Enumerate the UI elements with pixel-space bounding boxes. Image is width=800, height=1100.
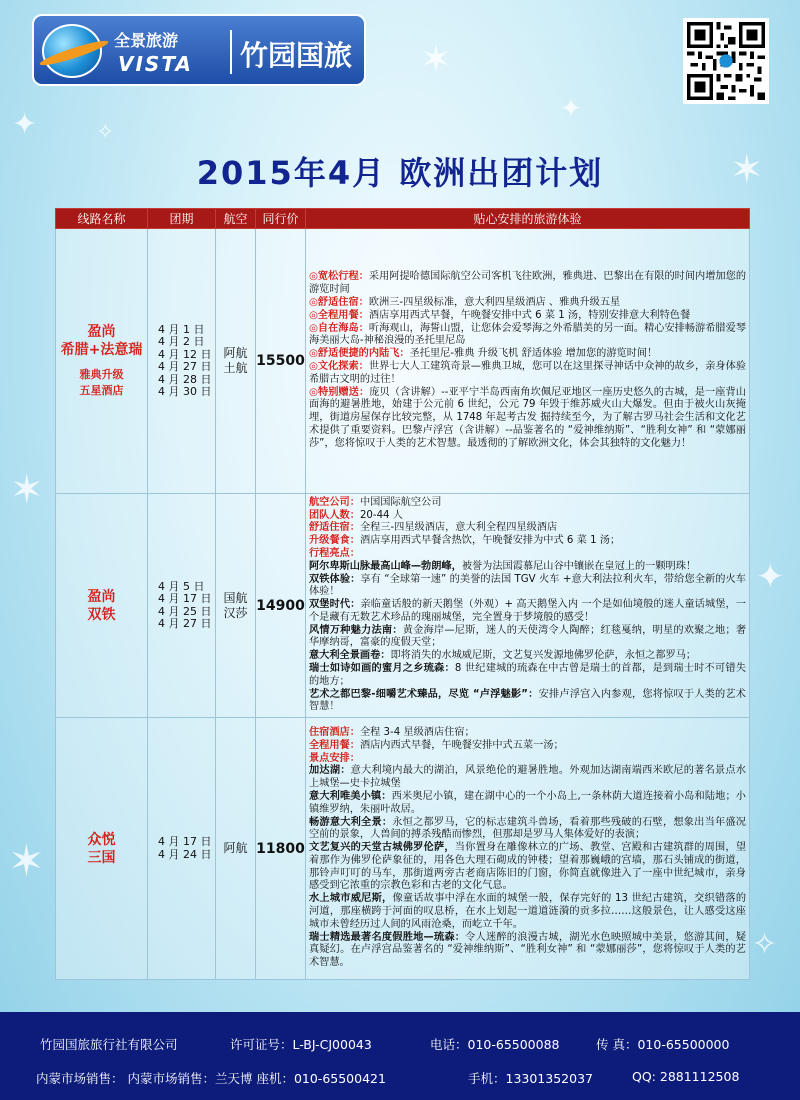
experience-text: 永恒之都罗马，它的标志建筑斗兽场，看着那些残破的石壁，想象出当年盛况空前的景象，人兽间的搏杀残酷而惨烈，但那却是罗马人集体爱好的表演； <box>309 816 746 841</box>
snowflake-icon: ✦ <box>12 107 38 142</box>
experience-text: 亲临童话般的新天鹅堡（外观）+ 高天鹅堡入内 一个是如仙境般的迷人童话城堡，一个是藏有无数艺术珍品的瑰丽城堡，完全置身于梦境般的感受！ <box>309 599 746 623</box>
experience-cell <box>306 229 750 494</box>
airline-cell <box>216 229 256 494</box>
experience-text: 酒店内西式早餐，午晚餐安排中式五菜一汤； <box>359 739 564 751</box>
snowflake-icon: ✦ <box>756 557 785 597</box>
tour-date: 4 月 5 日 <box>158 579 205 593</box>
table-row <box>56 229 750 494</box>
tour-date: 4 月 2 日 <box>158 335 205 348</box>
experience-item <box>309 323 746 349</box>
experience-item <box>309 932 746 970</box>
airline: 阿航 <box>223 841 248 855</box>
snowflake-icon: ✶ <box>8 836 45 887</box>
highlight-title: 水上城市威尼斯， <box>309 893 393 905</box>
route-name: 盈尚 <box>87 324 116 340</box>
footer-row <box>0 1069 800 1089</box>
dates-cell <box>148 229 216 494</box>
route-name: 众悦 <box>87 831 116 848</box>
route-note-line: 雅典升级 <box>79 368 124 381</box>
experience-item <box>309 548 746 561</box>
header-airline: 航空 <box>216 209 256 229</box>
experience-cell <box>306 718 750 980</box>
experience-text: 世界七大人工建筑奇景—雅典卫城，您可以在这里探寻神话中众神的故乡，亲身体验希腊古文明的过往！ <box>309 361 747 385</box>
experience-item <box>309 625 746 651</box>
tour-date: 4 月 28 日 <box>158 372 212 386</box>
route-name: 希腊+法意瑞 <box>60 342 143 358</box>
snowflake-icon: ✶ <box>730 147 764 193</box>
experience-text: 庞贝（含讲解）--亚平宁半岛西南角坎佩尼亚地区一座历史悠久的古城，是一座背山面海的避暑胜地，始建于公元前 6 世纪，公元 79 年毁于维苏威火山大爆发。但由于被火山灰掩埋，街道房屋保存比较完整，从 1748 年起考古发 掘持续至今，为了解古罗马社会生活和文化艺术提供了重要资料。巴黎卢浮宫（含讲解）--品鉴著名的 “爱神维纳斯”、“胜利女神” 和 “蒙娜丽莎”，您将惊叹于人类的艺术智慧。最透彻的了解欧洲文化，体会其独特的文化魅力！ <box>309 386 746 449</box>
experience-label: 住宿酒店： <box>309 726 360 738</box>
tour-date: 4 月 27 日 <box>158 360 212 373</box>
highlight-title: 双铁体验： <box>309 573 361 585</box>
experience-text: 享有 “全球第一速” 的美誉的法国 TGV 火车 +意大利法拉利火车，带给您全新的火车体验！ <box>309 573 746 598</box>
experience-item <box>309 310 746 323</box>
tour-date: 4 月 27 日 <box>158 617 212 630</box>
contact-footer <box>0 1012 800 1100</box>
experience-item <box>309 574 746 600</box>
brand-divider <box>230 30 232 74</box>
experience-label: ◎舒适便捷的内陆飞： <box>309 348 410 360</box>
snowflake-icon: ✶ <box>10 467 44 513</box>
price-cell: 15500 <box>256 229 306 494</box>
route-cell <box>56 229 148 494</box>
route-cell <box>56 718 148 980</box>
experience-label: 升级餐食： <box>309 535 360 547</box>
experience-label: ◎特别赠送： <box>309 386 370 398</box>
brand-name: 竹园国旅 <box>240 39 353 72</box>
experience-item <box>309 387 746 451</box>
experience-text: 西米奥尼小镇，建在湖中心的一个小岛上,一条林荫大道连接着小岛和陆地；小镇维罗纳，朱丽叶故居。 <box>309 790 746 815</box>
experience-item <box>309 510 746 523</box>
experience-label: ◎全程用餐： <box>309 309 369 321</box>
airline-cell <box>216 494 256 718</box>
footer-row <box>0 1035 800 1055</box>
highlight-title: 双堡时代： <box>309 599 361 611</box>
header-dates: 团期 <box>148 209 216 229</box>
experience-label: 景点安排： <box>309 752 360 764</box>
experience-label: ◎宽松行程： <box>309 271 369 283</box>
experience-text: 像童话故事中浮在水面的城堡一般，保存完好的 13 世纪古建筑，交织错落的河道，那座横跨于河面的叹息桥，在水上划起一道道涟漪的贡多拉……这般景色，让人感受这座城市未曾经历过人间的风雨沧桑，而屹立千年。 <box>309 893 747 930</box>
experience-item <box>309 740 746 753</box>
qr-code-icon <box>683 18 769 104</box>
dates-cell <box>148 494 216 718</box>
experience-text: 圣托里尼-雅典 升级飞机 舒适体验 增加您的游览时间！ <box>409 348 658 360</box>
highlight-title: 意大利唯美小镇： <box>309 790 392 802</box>
brand-chinese: 全景旅游 <box>114 31 179 50</box>
experience-item <box>309 522 746 535</box>
route-name: 盈尚 <box>87 588 116 605</box>
experience-item <box>309 650 746 663</box>
experience-text: 安排卢浮宫入内参观，您将惊叹于人类的艺术智慧！ <box>309 688 746 713</box>
experience-item <box>309 663 746 689</box>
globe-icon <box>42 24 102 78</box>
sales-contact: 内蒙市场销售： 内蒙市场销售：兰天博 座机：010-65500421 <box>36 1071 386 1086</box>
experience-label: 全程用餐： <box>309 739 360 751</box>
highlight-title: 加达湖： <box>309 765 351 777</box>
experience-item <box>309 535 746 548</box>
company-logo <box>32 14 366 86</box>
experience-cell <box>306 494 750 718</box>
airline-cell <box>216 718 256 980</box>
experience-label: ◎文化探索： <box>309 361 369 372</box>
qq-number: QQ: 2881112508 <box>632 1069 740 1084</box>
experience-label: ◎舒适住宿： <box>309 297 369 309</box>
header-experience: 贴心安排的旅游体验 <box>306 209 750 229</box>
table-row <box>56 494 750 718</box>
mobile-number: 手机：13301352037 <box>468 1071 593 1086</box>
experience-item <box>309 561 746 574</box>
experience-item <box>309 727 746 740</box>
tour-date: 4 月 30 日 <box>158 385 212 398</box>
experience-text: 采用阿提哈德国际航空公司客机飞往欧洲，雅典进、巴黎出在有限的时间内增加您的游览时间 <box>309 271 747 296</box>
table-header-row <box>56 209 750 229</box>
experience-text: 听海观山，海誓山盟，让您体会爱琴海之外希腊美的另一面。精心安排畅游希腊爱琴海美丽大岛-神秘浪漫的圣托里尼岛 <box>309 322 747 347</box>
experience-item <box>309 361 746 387</box>
experience-item <box>309 893 746 931</box>
experience-item <box>309 817 746 843</box>
snowflake-icon: ✧ <box>96 120 115 145</box>
tour-date: 4 月 25 日 <box>158 604 212 618</box>
experience-item <box>309 271 746 297</box>
route-cell <box>56 494 148 718</box>
experience-text: 被誉为法国霞慕尼山谷中镶嵌在皇冠上的一颗明珠！ <box>461 560 697 572</box>
experience-text: 令人迷醉的浪漫古城，湖光水色映照城中美景，悠游其间，疑真疑幻。在卢浮宫品鉴著名的 “爱神维纳斯”、“胜利女神” 和 “蒙娜丽莎”，您将惊叹于人类的艺术智慧。 <box>309 931 747 969</box>
experience-text: 当你置身在雕像林立的广场、教堂、宫殿和古建筑群的周围，望着那作为佛罗伦萨象征的，用各色大理石砌成的钟楼；望着那巍峨的宫墙，那石头铺成的街道，那铃声叮叮的马车，那街道两旁古老商店陈旧的门窗，你简直就像进入了一座中世纪城市，亲身感受到它浓重的宗教色彩和古老的文化气息。 <box>309 842 747 892</box>
experience-label: 行程亮点： <box>309 547 360 559</box>
route-name: 三国 <box>87 849 116 866</box>
airline: 汉莎 <box>223 605 248 620</box>
experience-label: 团队人数： <box>309 509 360 521</box>
experience-item <box>309 753 746 766</box>
company-name: 竹园国旅旅行社有限公司 <box>40 1037 178 1052</box>
header-price: 同行价 <box>256 209 306 229</box>
experience-text: 酒店享用西式早餐，午晚餐安排中式 6 菜 1 汤，特别安排意大利特色餐 <box>368 309 691 321</box>
experience-item <box>309 497 746 510</box>
experience-item <box>309 348 746 361</box>
highlight-title: 风情万种魅力法南： <box>309 624 403 636</box>
license-number: 许可证号：L-BJ-CJ00043 <box>230 1037 372 1052</box>
brand-english: VISTA <box>118 52 193 76</box>
snowflake-icon: ✧ <box>752 927 778 962</box>
airline: 阿航 <box>223 346 248 360</box>
highlight-title: 瑞士如诗如画的蜜月之乡琉森： <box>309 663 455 675</box>
airline: 土航 <box>223 361 248 375</box>
page-title: 2015年4月 欧洲出团计划 <box>196 154 604 192</box>
route-note <box>56 367 147 399</box>
experience-item <box>309 599 746 625</box>
experience-item <box>309 297 746 310</box>
experience-text: 即将消失的水城威尼斯，文艺复兴发源地佛罗伦萨，永恒之都罗马； <box>390 650 697 662</box>
experience-text: 酒店享用西式早餐含热饮，午晚餐安排为中式 6 菜 1 汤； <box>359 535 621 547</box>
snowflake-icon: ✦ <box>560 94 582 124</box>
phone-number: 电话：010-65500088 <box>430 1037 560 1052</box>
experience-text: 黄金海岸—尼斯，迷人的天使湾令人陶醉；红毯戛纳，明星的欢聚之地；奢华摩纳哥，富豪的度假天堂； <box>309 624 747 649</box>
price-cell: 11800 <box>256 718 306 980</box>
experience-text: 欧洲三-四星级标准，意大利四星级酒店 、雅典升级五星 <box>368 297 621 309</box>
experience-label: ◎自在海岛： <box>309 322 369 334</box>
highlight-title: 畅游意大利全景： <box>309 816 393 828</box>
experience-label: 航空公司： <box>309 496 360 508</box>
experience-item <box>309 689 746 715</box>
route-note-line: 五星酒店 <box>79 384 124 397</box>
dates-cell <box>148 718 216 980</box>
experience-text: 中国国际航空公司 <box>359 496 442 508</box>
highlight-title: 瑞士精选最著名度假胜地—琉森： <box>309 931 466 943</box>
tour-date: 4 月 17 日 <box>158 592 212 605</box>
experience-text: 20-44 人 <box>359 509 403 521</box>
snowflake-icon: ✶ <box>420 37 452 81</box>
experience-text: 意大利境内最大的湖泊，风景绝伦的避暑胜地。外观加达湖南端西米欧尼的著名景点水上城堡—史卡拉城堡 <box>309 765 746 790</box>
experience-item <box>309 842 746 893</box>
airline: 国航 <box>223 590 248 605</box>
experience-item <box>309 791 746 817</box>
experience-item <box>309 765 746 791</box>
route-name: 双铁 <box>87 606 116 623</box>
table-row <box>56 718 750 980</box>
tour-schedule-table <box>55 208 750 980</box>
tour-date: 4 月 17 日 <box>158 835 212 848</box>
highlight-title: 文艺复兴的天堂古城佛罗伦萨， <box>309 842 455 854</box>
tour-date: 4 月 1 日 <box>158 322 205 336</box>
tour-date: 4 月 24 日 <box>158 847 212 861</box>
highlight-title: 艺术之都巴黎-细嚼艺术臻品，尽览 “卢浮魅影”： <box>309 688 539 700</box>
experience-text: 8 世纪建城的琉森在中古曾是瑞士的首都，是到瑞士时不可错失的地方； <box>309 663 747 687</box>
header-route: 线路名称 <box>56 209 148 229</box>
price-cell: 14900 <box>256 494 306 718</box>
experience-label: 舒适住宿： <box>309 522 360 534</box>
fax-number: 传 真：010-65500000 <box>596 1037 730 1052</box>
tour-date: 4 月 12 日 <box>158 347 212 361</box>
highlight-title: 阿尔卑斯山脉最高山峰—勃朗峰， <box>309 560 462 572</box>
experience-text: 全程三-四星级酒店，意大利全程四星级酒店 <box>359 522 558 534</box>
experience-text: 全程 3-4 星级酒店住宿； <box>359 726 475 738</box>
highlight-title: 意大利全景画卷： <box>309 650 391 662</box>
